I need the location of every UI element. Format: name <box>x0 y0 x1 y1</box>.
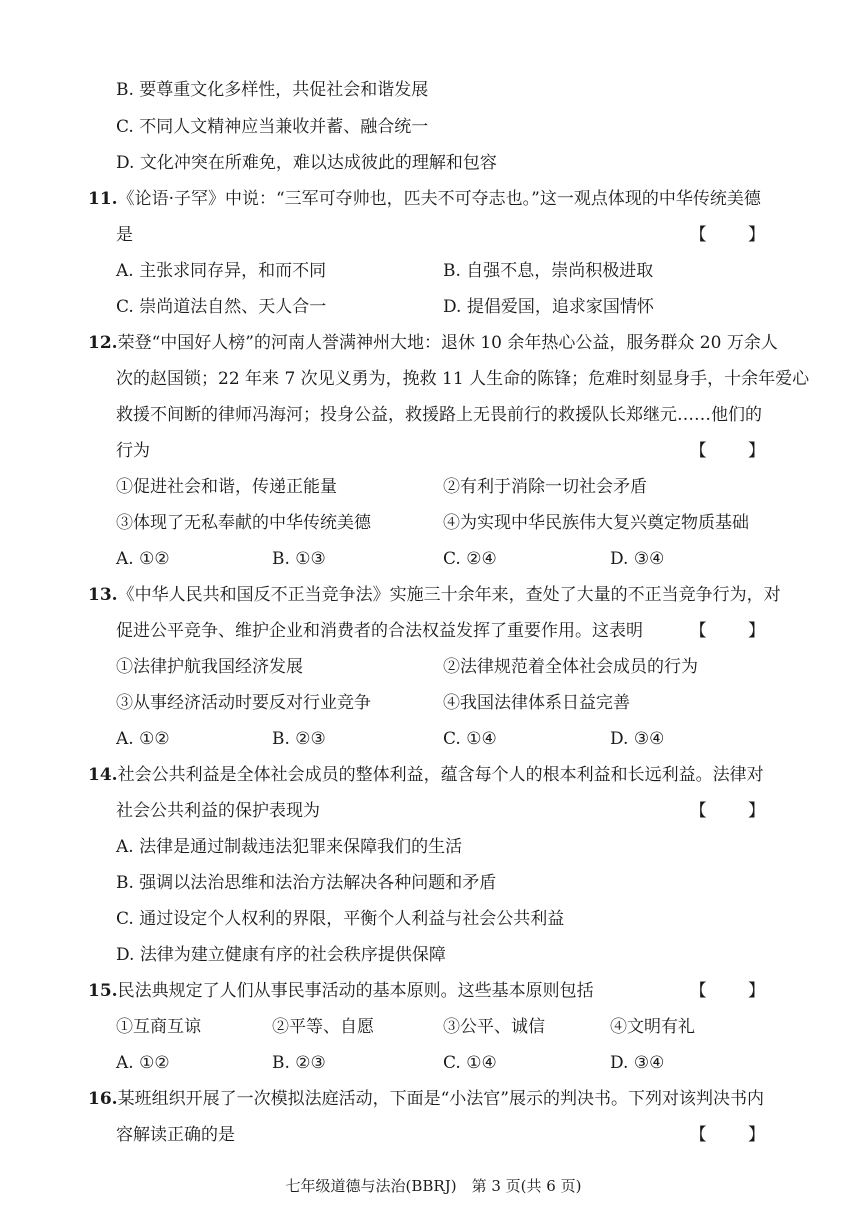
q13-option-b: B. ②③ <box>272 729 326 749</box>
q12-option-d: D. ③④ <box>610 549 665 569</box>
q10-option-c: C. 不同人文精神应当兼收并蓄、融合统一 <box>116 117 429 137</box>
q15-option-a: A. ①② <box>116 1053 170 1073</box>
q11-option-d: D. 提倡爱国，追求家国情怀 <box>443 297 654 317</box>
q12-statement-4: ④为实现中华民族伟大复兴奠定物质基础 <box>443 513 749 533</box>
page-footer: 七年级道德与法治(BBRJ) 第 3 页(共 6 页) <box>285 1177 582 1195</box>
q15-option-b: B. ②③ <box>272 1053 326 1073</box>
q12-statement-1: ①促进社会和谐，传递正能量 <box>116 477 337 497</box>
q10-option-d: D. 文化冲突在所难免，难以达成彼此的理解和包容 <box>116 153 497 173</box>
q13-statement-2: ②法律规范着全体社会成员的行为 <box>443 657 698 677</box>
q11-option-c: C. 崇尚道法自然、天人合一 <box>116 297 327 317</box>
q15-statement-3: ③公平、诚信 <box>443 1017 545 1037</box>
q12-stem-line1: 荣登“中国好人榜”的河南人誉满神州大地：退休 10 余年热心公益，服务群众 20 万余人 <box>117 333 778 353</box>
q16-number: 16. <box>88 1089 118 1109</box>
q15-statement-2: ②平等、自愿 <box>272 1017 374 1037</box>
q12-statement-3: ③体现了无私奉献的中华传统美德 <box>116 513 371 533</box>
q15-option-c: C. ①④ <box>443 1053 497 1073</box>
q14-stem <box>88 764 783 786</box>
q13-statement-4: ④我国法律体系日益完善 <box>443 693 630 713</box>
q11-stem-line1: 《论语·子罕》中说：“三军可夺帅也，匹夫不可夺志也。”这一观点体现的中华传统美德 <box>117 189 761 209</box>
q15-statement-1: ①互商互谅 <box>116 1017 201 1037</box>
q13-answer-bracket: 【 】 <box>689 621 783 641</box>
q11-stem-line2: 是 <box>116 225 133 245</box>
q16-answer-bracket: 【 】 <box>689 1125 783 1145</box>
q15-answer-bracket: 【 】 <box>689 981 783 1001</box>
q13-statement-1: ①法律护航我国经济发展 <box>116 657 303 677</box>
q12-option-c: C. ②④ <box>443 549 497 569</box>
q12-statement-2: ②有利于消除一切社会矛盾 <box>443 477 647 497</box>
q13-statement-3: ③从事经济活动时要反对行业竞争 <box>116 693 371 713</box>
q11-stem <box>88 188 783 210</box>
q13-option-d: D. ③④ <box>610 729 665 749</box>
q14-option-c: C. 通过设定个人权利的界限，平衡个人利益与社会公共利益 <box>116 909 565 929</box>
q12-stem <box>88 332 783 354</box>
q16-stem <box>88 1088 783 1110</box>
q14-answer-bracket: 【 】 <box>689 801 783 821</box>
q10-option-b: B. 要尊重文化多样性，共促社会和谐发展 <box>116 80 429 100</box>
q13-stem <box>88 584 783 606</box>
q13-stem-line2: 促进公平竞争、维护企业和消费者的合法权益发挥了重要作用。这表明 <box>116 621 643 641</box>
q11-option-b: B. 自强不息，崇尚积极进取 <box>443 261 654 281</box>
q12-stem-line4: 行为 <box>116 441 150 461</box>
q12-number: 12. <box>88 333 118 353</box>
q14-option-a: A. 法律是通过制裁违法犯罪来保障我们的生活 <box>116 837 463 857</box>
q13-stem-line1: 《中华人民共和国反不正当竞争法》实施三十余年来，查处了大量的不正当竞争行为，对 <box>117 585 781 605</box>
q13-option-a: A. ①② <box>116 729 170 749</box>
q12-answer-bracket: 【 】 <box>689 441 783 461</box>
q11-option-a: A. 主张求同存异，和而不同 <box>116 261 327 281</box>
q14-stem-line1: 社会公共利益是全体社会成员的整体利益，蕴含每个人的根本利益和长远利益。法律对 <box>117 765 764 785</box>
q16-stem-line1: 某班组织开展了一次模拟法庭活动，下面是“小法官”展示的判决书。下列对该判决书内 <box>117 1089 764 1109</box>
q14-option-d: D. 法律为建立健康有序的社会秩序提供保障 <box>116 945 446 965</box>
q12-stem-line3: 救援不间断的律师冯海河；投身公益，救援路上无畏前行的救援队长郑继元……他们的 <box>116 405 762 425</box>
q13-number: 13. <box>88 585 118 605</box>
q11-answer-bracket: 【 】 <box>689 225 783 245</box>
q15-stem <box>88 980 783 1002</box>
q14-number: 14. <box>88 765 118 785</box>
q13-option-c: C. ①④ <box>443 729 497 749</box>
q16-stem-line2: 容解读正确的是 <box>116 1125 235 1145</box>
q12-option-a: A. ①② <box>116 549 170 569</box>
q14-stem-line2: 社会公共利益的保护表现为 <box>116 801 320 821</box>
q15-statement-4: ④文明有礼 <box>610 1017 695 1037</box>
q12-option-b: B. ①③ <box>272 549 326 569</box>
q12-stem-line2: 次的赵国锁；22 年来 7 次见义勇为，挽救 11 人生命的陈锋；危难时刻显身手，十余年爱心 <box>116 369 810 389</box>
q15-option-d: D. ③④ <box>610 1053 665 1073</box>
q14-option-b: B. 强调以法治思维和法治方法解决各种问题和矛盾 <box>116 873 497 893</box>
q15-stem-line1: 民法典规定了人们从事民事活动的基本原则。这些基本原则包括 <box>117 981 594 1001</box>
q15-number: 15. <box>88 981 118 1001</box>
q11-number: 11. <box>88 189 118 209</box>
